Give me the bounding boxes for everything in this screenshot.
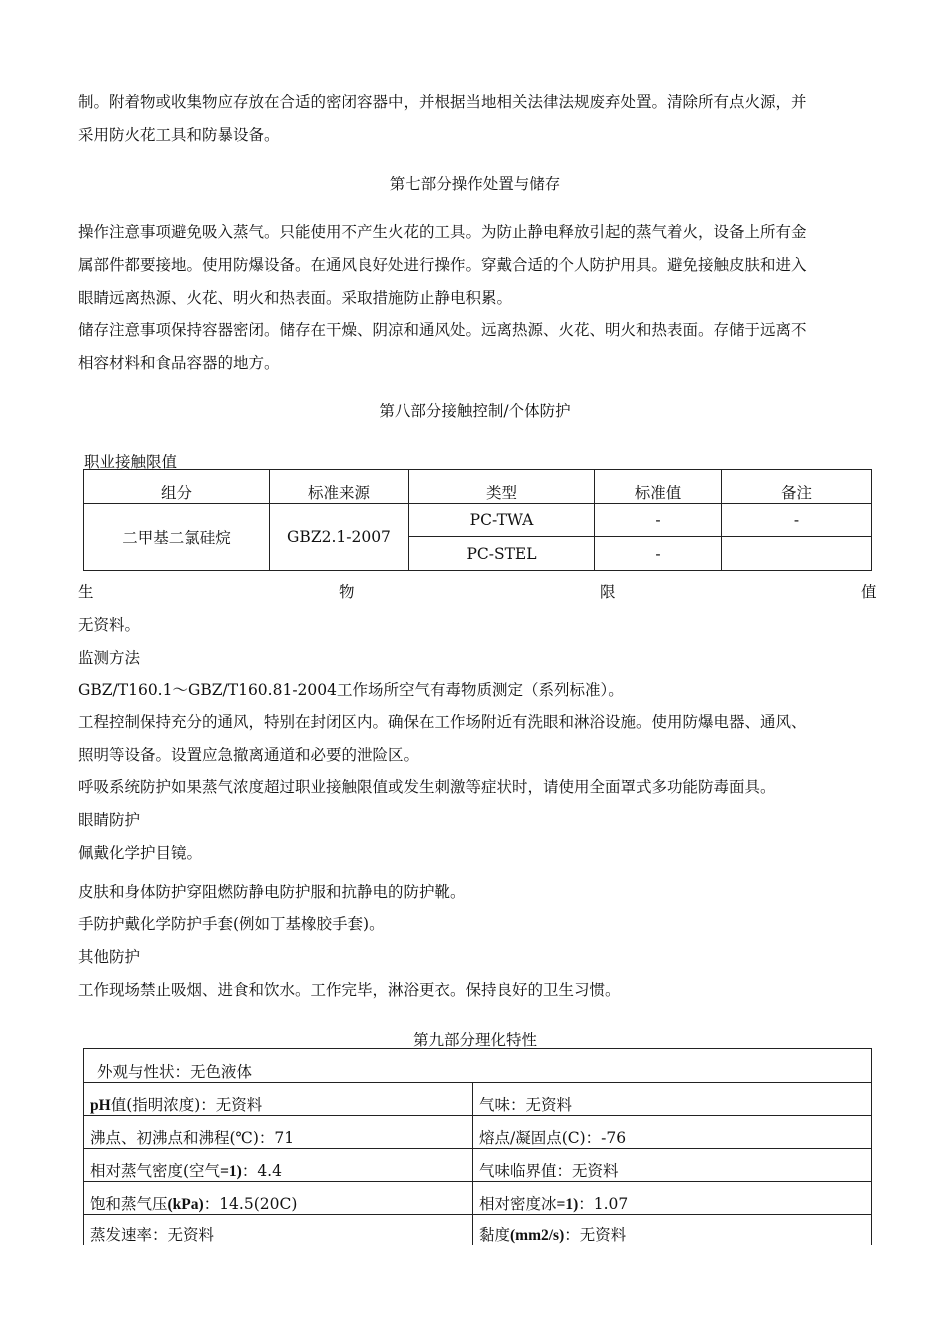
relative-density-cell xyxy=(473,1182,872,1215)
value-cell: - xyxy=(595,504,722,537)
viscosity-cell xyxy=(473,1215,872,1245)
boiling-point-cell: 沸点、初沸点和沸程(℃)：71 xyxy=(84,1116,473,1149)
vapor-density-cell xyxy=(84,1149,473,1182)
table-row xyxy=(84,1215,872,1245)
note-cell xyxy=(722,537,872,571)
vapor-pressure-cell xyxy=(84,1182,473,1215)
text-line: 呼吸系统防护如果蒸气浓度超过职业接触限值或发生刺激等症状时，请使用全面罩式多功能防毒面具。 xyxy=(78,778,776,796)
text-line: 监测方法 xyxy=(78,649,141,667)
table-header-row xyxy=(84,470,872,504)
label-part: (mm2/s) xyxy=(510,1226,565,1244)
header-cell: 类型 xyxy=(409,470,595,504)
text-line: 采用防火花工具和防暴设备。 xyxy=(78,126,280,144)
component-cell: 二甲基二氯硅烷 xyxy=(84,504,270,571)
text-line: 属部件都要接地。使用防爆设备。在通风良好处进行操作。穿戴合适的个人防护用具。避免接触皮肤和进入 xyxy=(78,256,807,274)
note-cell: - xyxy=(722,504,872,537)
value-part: ：无资料 xyxy=(564,1225,627,1244)
text-line: 照明等设备。设置应急撤离通道和必要的泄险区。 xyxy=(78,746,420,764)
label-part: (kPa) xyxy=(167,1196,204,1213)
text-line: 相容材料和食品容器的地方。 xyxy=(78,354,280,372)
ph-value: 值(指明浓度)：无资料 xyxy=(110,1096,263,1114)
type-cell: PC-TWA xyxy=(409,504,595,537)
melting-point-cell: 熔点/凝固点(C)：-76 xyxy=(473,1116,872,1149)
properties-table xyxy=(83,1048,872,1245)
text-line: 操作注意事项避免吸入蒸气。只能使用不产生火花的工具。为防止静电释放引起的蒸气着火，设备上所有金 xyxy=(78,223,807,241)
text-line: 储存注意事项保持容器密闭。储存在干燥、阴凉和通风处。远离热源、火花、明火和热表面。存储于远离不 xyxy=(78,321,807,339)
value-cell: - xyxy=(595,537,722,571)
appearance-cell: 外观与性状：无色液体 xyxy=(84,1049,872,1083)
type-cell: PC-STEL xyxy=(409,537,595,571)
label-part: 饱和蒸气压 xyxy=(90,1195,168,1213)
header-cell: 组分 xyxy=(84,470,270,504)
value-part: ：1.07 xyxy=(578,1195,629,1213)
odor-cell: 气味：无资料 xyxy=(473,1083,872,1116)
table-row xyxy=(84,1149,872,1182)
label-part: =1) xyxy=(556,1196,579,1213)
section-9-title: 第九部分理化特性 xyxy=(412,1031,537,1049)
label-part: 相对蒸气密度(空气 xyxy=(90,1162,221,1180)
label-part: 相对密度冰 xyxy=(479,1195,557,1213)
bio-limit-char: 限 xyxy=(600,583,616,601)
value-part: ：4.4 xyxy=(241,1162,282,1180)
value-part: ：14.5(20C) xyxy=(203,1195,298,1213)
text-line: 制。附着物或收集物应存放在合适的密闭容器中，并根据当地相关法律法规废弃处置。清除所有点火源，并 xyxy=(78,93,807,111)
label-part: =1) xyxy=(220,1163,242,1180)
table-caption: 职业接触限值 xyxy=(84,453,178,471)
ph-cell xyxy=(84,1083,473,1116)
odor-threshold-cell: 气味临界值：无资料 xyxy=(473,1149,872,1182)
text-line: 无资料。 xyxy=(78,616,141,634)
text-line: 工程控制保持充分的通风，特别在封闭区内。确保在工作场附近有洗眼和淋浴设施。使用防爆电器、通风、 xyxy=(78,713,807,731)
bio-limit-char: 值 xyxy=(861,583,877,601)
table-row xyxy=(84,504,872,537)
exposure-limits-table xyxy=(83,469,872,571)
text-line: 手防护戴化学防护手套(例如丁基橡胶手套)。 xyxy=(78,915,385,933)
text-line: 佩戴化学护目镜。 xyxy=(78,844,203,862)
text-line: GBZ/T160.1〜GBZ/T160.81-2004工作场所空气有毒物质测定（系列标准）。 xyxy=(78,681,624,699)
evaporation-cell: 蒸发速率：无资料 xyxy=(84,1215,473,1245)
label-part: 黏度 xyxy=(479,1225,511,1244)
table-row xyxy=(84,1049,872,1083)
text-line: 眼睛远离热源、火花、明火和热表面。采取措施防止静电积累。 xyxy=(78,289,513,307)
text-line: 眼睛防护 xyxy=(78,811,141,829)
bio-limit-char: 生 xyxy=(78,583,94,601)
bio-limit-char: 物 xyxy=(339,583,355,601)
table-row xyxy=(84,1182,872,1215)
section-8-title: 第八部分接触控制/个体防护 xyxy=(379,402,571,420)
source-cell: GBZ2.1-2007 xyxy=(270,504,409,571)
header-cell: 备注 xyxy=(722,470,872,504)
section-7-title: 第七部分操作处置与储存 xyxy=(389,175,561,193)
text-line: 其他防护 xyxy=(78,948,141,966)
text-line: 工作现场禁止吸烟、进食和饮水。工作完毕，淋浴更衣。保持良好的卫生习惯。 xyxy=(78,981,621,999)
ph-label: pH xyxy=(90,1097,111,1114)
table-row xyxy=(84,1116,872,1149)
text-line: 皮肤和身体防护穿阻燃防静电防护服和抗静电的防护靴。 xyxy=(78,883,466,901)
header-cell: 标准来源 xyxy=(270,470,409,504)
table-row xyxy=(84,1083,872,1116)
header-cell: 标准值 xyxy=(595,470,722,504)
